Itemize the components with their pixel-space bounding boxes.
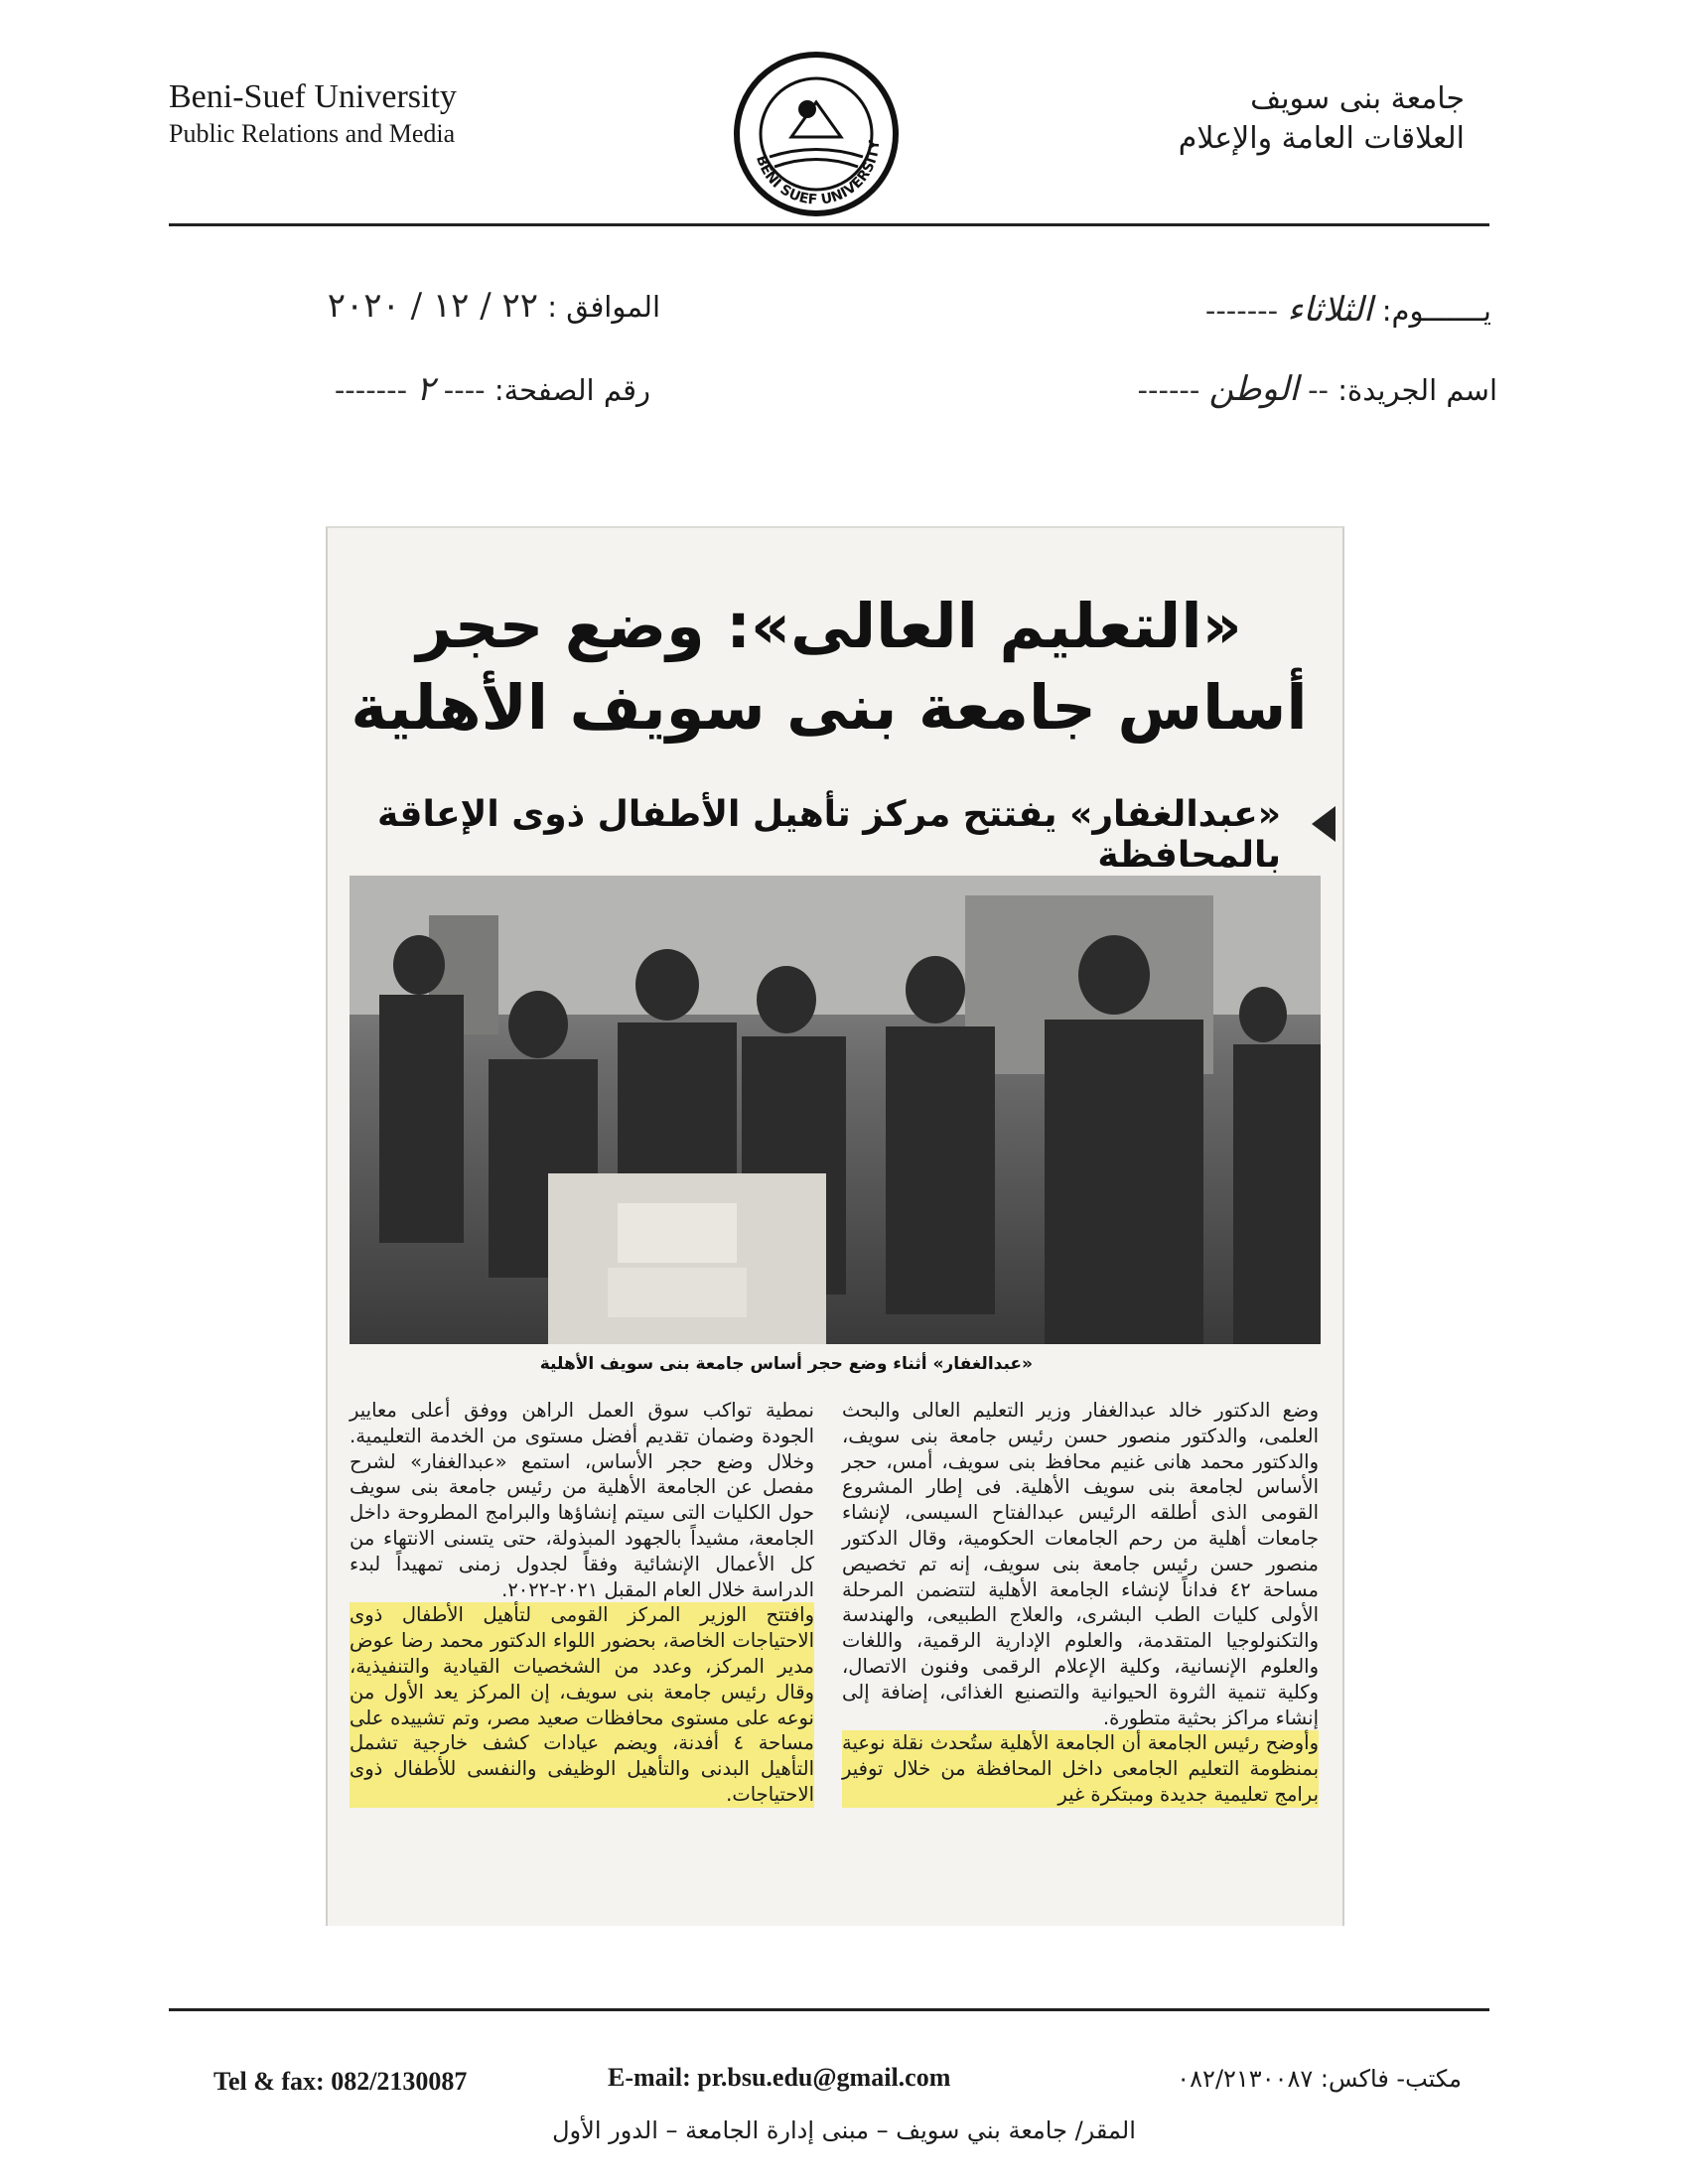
footer-arabic-office: مكتب- فاكس: ٠٨٢/٢١٣٠٠٨٧ (1177, 2065, 1462, 2093)
page-number-value: ٢ (416, 369, 435, 409)
day-value: الثلاثاء (1287, 290, 1373, 330)
headline-line-1: «التعليم العالى»: وضع حجر (416, 590, 1242, 662)
page-number-label: رقم الصفحة: (493, 373, 650, 407)
arabic-university-name: جامعة بنى سويف (1250, 81, 1465, 116)
arabic-header (1179, 79, 1465, 159)
logo-text: BENI SUEF UNIVERSITY (752, 139, 884, 208)
date-label: الموافق : (547, 290, 660, 324)
footer-arabic-address: المقر/ جامعة بني سويف – مبنى إدارة الجامعة – الدور الأول (552, 2116, 1136, 2144)
newspaper-value: الوطن (1208, 369, 1299, 409)
article-headline (328, 586, 1331, 749)
date-field (204, 286, 660, 326)
university-logo (730, 48, 904, 221)
footer-tel-fax: Tel & fax: 082/2130087 (213, 2067, 468, 2096)
article-paragraph: وضع الدكتور خالد عبدالغفار وزير التعليم العالى والبحث العلمى، والدكتور منصور حسن رئيس جامعة بنى سويف، والدكتور محمد هانى غنيم محافظ بنى سويف، أمس، حجر الأساس لجامعة بنى سويف الأهلية. فى إطار المشروع القومى الذى أطلقه الرئيس عبدالفتاح السيسى، لإنشاء جامعات أهلية من رحم الجامعات الحكومية، وقال الدكتور منصور حسن رئيس جامعة بنى سويف، إنه تم تخصيص مساحة ٤٢ فداناً لإنشاء الجامعة الأهلية لتتضمن المرحلة الأولى كليات الطب البشرى، والعلاج الطبيعى، والهندسة والتكنولوجيا المتقدمة، والعلوم الإدارية الرقمية، واللغات والعلوم الإنسانية، وكلية الإعلام الرقمى وفنون الاتصال، وكلية تنمية الثروة الحيوانية والتصنيع الغذائى، إضافة إلى إنشاء مراكز بحثية متطورة. (842, 1399, 1319, 1729)
newspaper-field: اسم الجريدة: -- الوطن ------ (1137, 369, 1497, 409)
day-field: يـــــــوم: الثلاثاء ------- (1204, 290, 1491, 330)
header-divider (169, 223, 1489, 226)
footer-email: E-mail: pr.bsu.edu@gmail.com (608, 2063, 951, 2092)
article-paragraph: وأوضح رئيس الجامعة أن الجامعة الأهلية ستُحدث نقلة نوعية بمنظومة التعليم الجامعى داخل المحافظة من خلال توفير برامج تعليمية جديدة ومبتكرة غير (842, 1731, 1319, 1806)
english-department-name: Public Relations and Media (169, 119, 456, 148)
headline-line-2: أساس جامعة بنى سويف الأهلية (351, 671, 1308, 744)
arabic-department-name: العلاقات العامة والإعلام (1178, 121, 1465, 156)
article-column-right (842, 1398, 1319, 1808)
footer-divider (169, 2008, 1489, 2011)
article-paragraph: نمطية تواكب سوق العمل الراهن ووفق أعلى معايير الجودة وضمان تقديم أفضل مستوى من الخدمة التعليمية. وخلال وضع حجر الأساس، استمع «عبدالغفار» لشرح مفصل عن الجامعة الأهلية من رئيس جامعة بنى سويف حول الكليات التى سيتم إنشاؤها والبرامج المطروحة داخل الجامعة، مشيداً بالجهود المبذولة، حتى يتسنى الانتهاء من كل الأعمال الإنشائية وفقاً لجدول زمنى تمهيداً لبدء الدراسة خلال العام المقبل ٢٠٢١-٢٠٢٢. (350, 1399, 814, 1601)
photo-caption: «عبدالغفار» أثناء وضع حجر أساس جامعة بنى سويف الأهلية (539, 1354, 1033, 1374)
english-university-name: Beni-Suef University (169, 78, 457, 115)
article-paragraph: وافتتح الوزير المركز القومى لتأهيل الأطفال ذوى الاحتياجات الخاصة، بحضور اللواء الدكتور محمد رضا عوض مدير المركز، وعدد من الشخصيات القيادية والتنفيذية، وقال رئيس جامعة بنى سويف، إن المركز يعد الأول من نوعه على مستوى محافظات صعيد مصر، وتم تشييده على مساحة ٤ أفدنة، ويضم عيادات كشف خارجية تشمل التأهيل البدنى والتأهيل الوظيفى والنفسى للأطفال ذوى الاحتياجات. (350, 1603, 815, 1806)
article-subheadline: «عبدالغفار» يفتتح مركز تأهيل الأطفال ذوى الإعاقة بالمحافظة (377, 794, 1281, 876)
date-value: ٢٢ / ١٢ / ٢٠٢٠ (327, 286, 539, 326)
english-header (169, 77, 457, 151)
page-number-field: رقم الصفحة: ---- ٢ ------- (334, 369, 650, 409)
article-column-left (350, 1398, 814, 1808)
article-photo (350, 876, 1321, 1344)
day-label: يـــــــوم: (1381, 294, 1491, 328)
newspaper-label: اسم الجريدة: (1337, 373, 1497, 407)
